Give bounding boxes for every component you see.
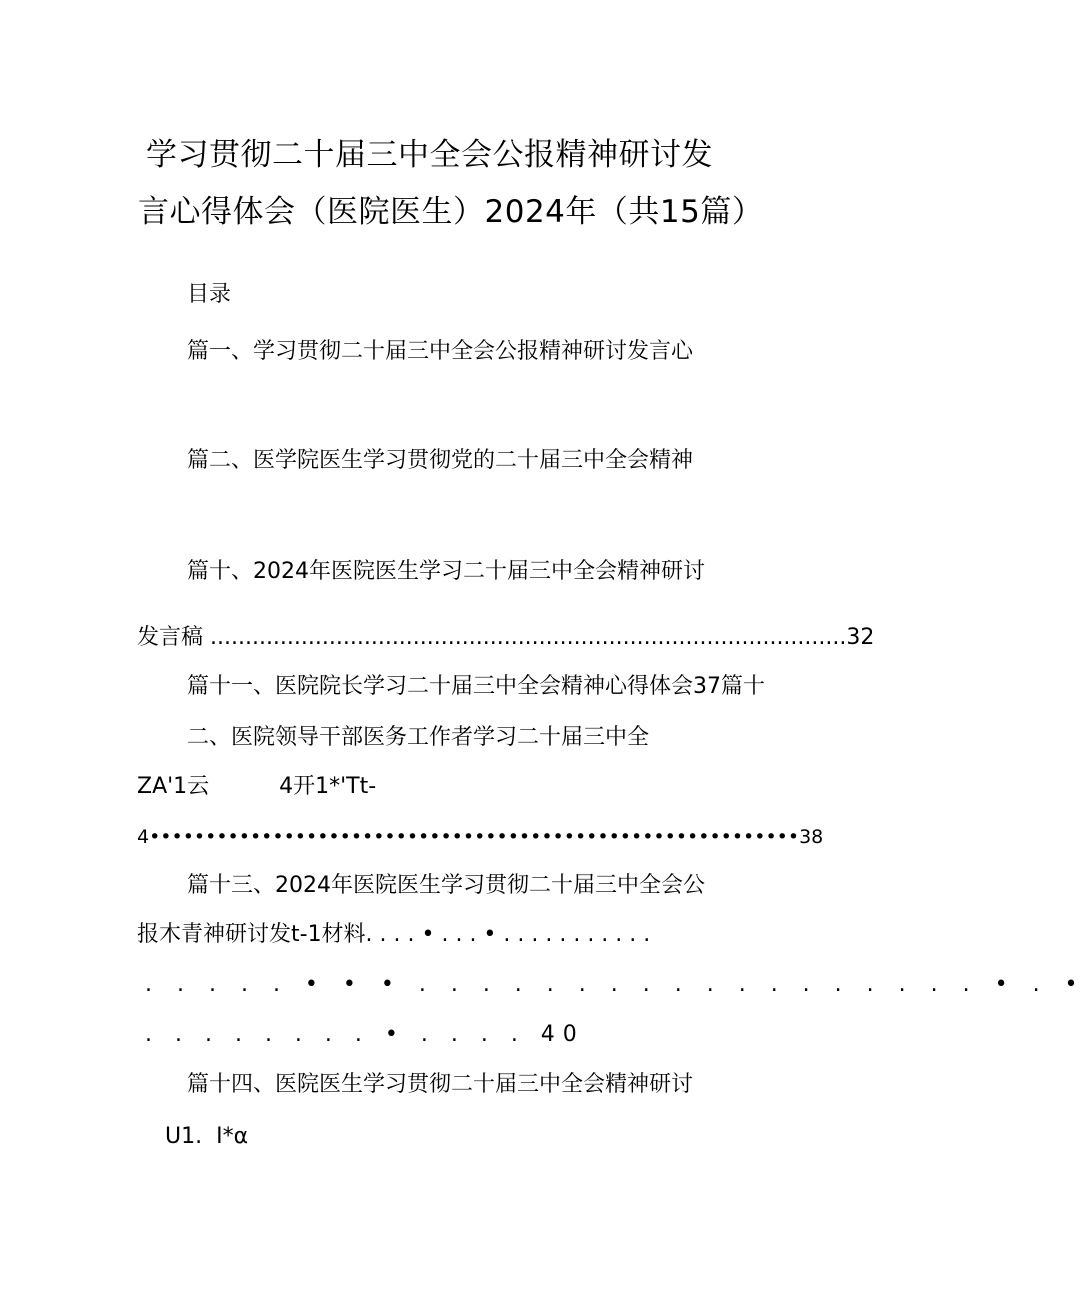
toc-entry-12-garbled: ZA'1云 4开1*'Tt- — [137, 774, 377, 799]
toc-entry-11: 篇十一、医院院长学习二十届三中全会精神心得体会37篇十 — [187, 674, 765, 699]
toc-entry-13-cont: 报木青神研讨发t-1材料. . . . • . . . • . . . . . . . . . . . — [137, 922, 651, 947]
toc-entry-10-cont: 发言稿 ...........................................................................................32 — [137, 625, 875, 650]
toc-entry-10: 篇十、2024年医院医生学习二十届三中全会精神研讨 — [187, 559, 705, 584]
toc-entry-14: 篇十四、医院医生学习贯彻二十届三中全会精神研讨 — [187, 1072, 694, 1097]
document-title-line2: 言心得体会（医院医生）2024年（共15篇） — [138, 194, 764, 230]
toc-entry-1: 篇一、学习贯彻二十届三中全会公报精神研讨发言心 — [187, 339, 694, 364]
toc-entry-13-page: . . . . . . . . • . . . . 40 — [145, 1022, 585, 1047]
toc-entry-14-garbled: U1. I*α — [165, 1124, 249, 1149]
document-title-line1: 学习贯彻二十届三中全会公报精神研讨发 — [146, 137, 713, 173]
toc-entry-2: 篇二、医学院医生学习贯彻党的二十届三中全会精神 — [187, 448, 694, 473]
toc-heading: 目录 — [187, 282, 232, 307]
toc-entry-12: 二、医院领导干部医务工作者学习二十届三中全 — [187, 725, 650, 750]
toc-entry-13-dots: . . . . . • • • . . . . . . . . . . . . . . . . . . • . • — [145, 972, 1087, 997]
toc-entry-12-cont: 4••••••••••••••••••••••••••••••••••••••••••••••••••••••••••38 — [137, 826, 824, 848]
toc-entry-13: 篇十三、2024年医院医生学习贯彻二十届三中全会公 — [187, 873, 705, 898]
